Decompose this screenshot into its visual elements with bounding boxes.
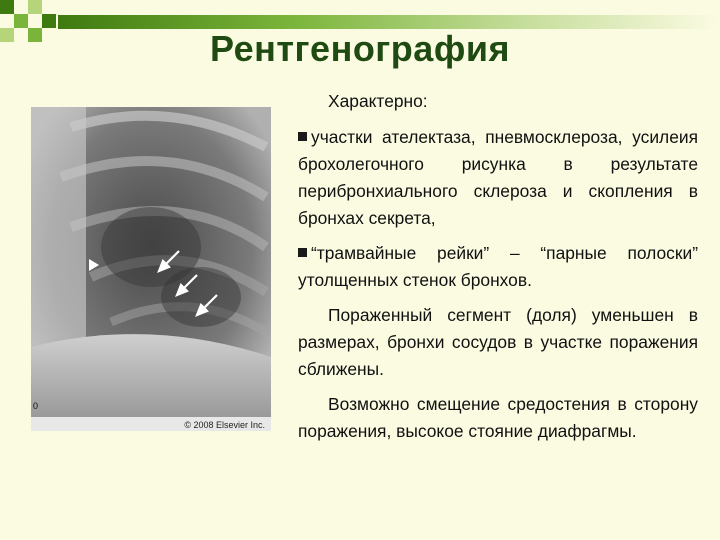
paragraph-2: Возможно смещение средостения в сторону поражения, высокое стояние диафрагмы. [298,394,698,441]
bullet-text-2: “трамвайные рейки” – “парные полоски” утолщенных стенок бронхов. [298,243,698,290]
square-bullet-icon [298,248,307,257]
deco-square-2 [28,0,42,14]
square-bullet-icon [298,132,307,141]
intro-text: Характерно: [328,91,428,111]
deco-square-1 [0,0,14,14]
deco-square-4 [42,14,56,28]
slide-title: Рентгенография [210,28,510,69]
xray-image [31,107,271,431]
bullet-text-1: участки ателектаза, пневмосклероза, усилеия брохолегочного рисунка в результате перибронхиального склероза и скопления в бронхах секрета, [298,127,698,228]
paragraph-1: Пораженный сегмент (доля) уменьшен в размерах, бронхи сосудов в участке поражения сближены. [298,305,698,379]
slide-content [298,88,698,453]
deco-square-3 [14,14,28,28]
xray-illustration [31,107,271,431]
image-label: 0 [33,401,39,411]
image-copyright: © 2008 Elsevier Inc. [184,420,265,430]
bullet-item-2 [298,240,698,294]
header-gradient-bar [58,15,720,29]
bullet-item-1 [298,124,698,232]
